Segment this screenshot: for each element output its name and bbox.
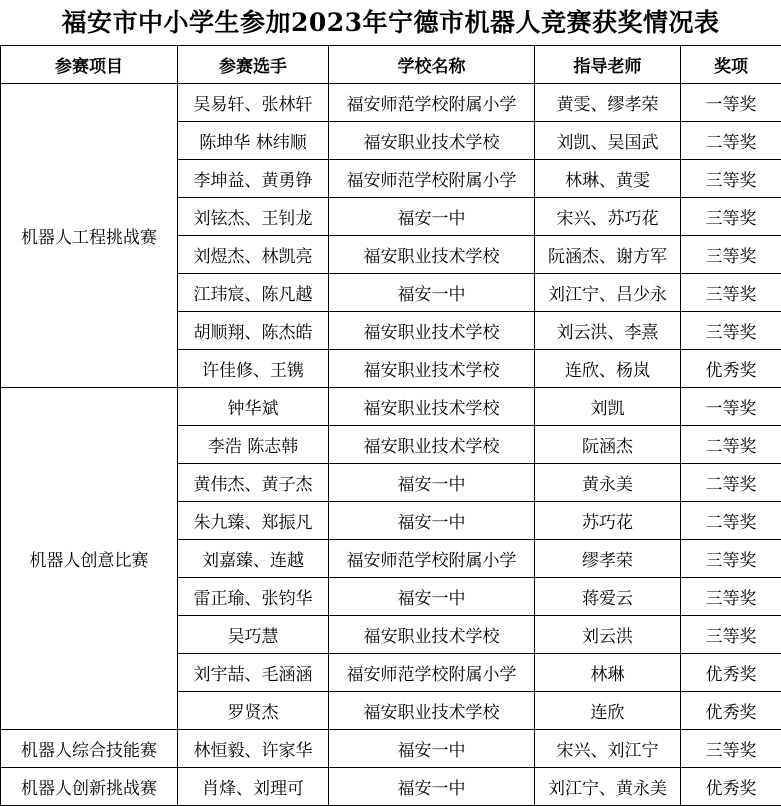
event-cell: 机器人创新挑战赛 bbox=[1, 768, 178, 806]
teacher-cell: 阮涵杰 bbox=[535, 426, 681, 464]
teacher-cell: 刘云洪、李熹 bbox=[535, 312, 681, 350]
school-cell: 福安一中 bbox=[329, 464, 535, 502]
school-cell: 福安职业技术学校 bbox=[329, 312, 535, 350]
header-award: 奖项 bbox=[681, 46, 781, 84]
teacher-cell: 阮涵杰、谢方军 bbox=[535, 236, 681, 274]
players-cell: 罗贤杰 bbox=[178, 692, 329, 730]
teacher-cell: 黄永美 bbox=[535, 464, 681, 502]
award-cell: 一等奖 bbox=[681, 84, 781, 122]
page-title: 福安市中小学生参加2023年宁德市机器人竞赛获奖情况表 bbox=[0, 0, 781, 45]
players-cell: 刘煜杰、林凯亮 bbox=[178, 236, 329, 274]
teacher-cell: 刘江宁、吕少永 bbox=[535, 274, 681, 312]
school-cell: 福安职业技术学校 bbox=[329, 692, 535, 730]
award-cell: 一等奖 bbox=[681, 388, 781, 426]
players-cell: 许佳修、王镌 bbox=[178, 350, 329, 388]
teacher-cell: 林琳 bbox=[535, 654, 681, 692]
event-cell: 机器人综合技能赛 bbox=[1, 730, 178, 768]
header-school: 学校名称 bbox=[329, 46, 535, 84]
award-cell: 三等奖 bbox=[681, 730, 781, 768]
award-cell: 优秀奖 bbox=[681, 768, 781, 806]
teacher-cell: 刘江宁、黄永美 bbox=[535, 768, 681, 806]
teacher-cell: 连欣、杨岚 bbox=[535, 350, 681, 388]
teacher-cell: 连欣 bbox=[535, 692, 681, 730]
header-teacher: 指导老师 bbox=[535, 46, 681, 84]
players-cell: 吴巧慧 bbox=[178, 616, 329, 654]
header-players: 参赛选手 bbox=[178, 46, 329, 84]
players-cell: 江玮宸、陈凡越 bbox=[178, 274, 329, 312]
table-body bbox=[1, 84, 781, 806]
award-cell: 二等奖 bbox=[681, 464, 781, 502]
award-cell: 三等奖 bbox=[681, 236, 781, 274]
table-row bbox=[1, 730, 781, 768]
teacher-cell: 缪孝荣 bbox=[535, 540, 681, 578]
school-cell: 福安职业技术学校 bbox=[329, 122, 535, 160]
players-cell: 刘铉杰、王钊龙 bbox=[178, 198, 329, 236]
teacher-cell: 宋兴、苏巧花 bbox=[535, 198, 681, 236]
table-row bbox=[1, 768, 781, 806]
award-cell: 三等奖 bbox=[681, 578, 781, 616]
school-cell: 福安职业技术学校 bbox=[329, 388, 535, 426]
school-cell: 福安一中 bbox=[329, 730, 535, 768]
school-cell: 福安职业技术学校 bbox=[329, 426, 535, 464]
players-cell: 刘嘉臻、连越 bbox=[178, 540, 329, 578]
award-cell: 二等奖 bbox=[681, 426, 781, 464]
table-row bbox=[1, 84, 781, 122]
school-cell: 福安职业技术学校 bbox=[329, 236, 535, 274]
award-cell: 二等奖 bbox=[681, 502, 781, 540]
players-cell: 林恒毅、许家华 bbox=[178, 730, 329, 768]
teacher-cell: 林琳、黄雯 bbox=[535, 160, 681, 198]
table-header-row bbox=[1, 46, 781, 84]
teacher-cell: 黄雯、缪孝荣 bbox=[535, 84, 681, 122]
school-cell: 福安师范学校附属小学 bbox=[329, 540, 535, 578]
school-cell: 福安一中 bbox=[329, 578, 535, 616]
school-cell: 福安职业技术学校 bbox=[329, 616, 535, 654]
players-cell: 陈坤华 林纬顺 bbox=[178, 122, 329, 160]
players-cell: 黄伟杰、黄子杰 bbox=[178, 464, 329, 502]
school-cell: 福安职业技术学校 bbox=[329, 350, 535, 388]
header-event: 参赛项目 bbox=[1, 46, 178, 84]
award-cell: 优秀奖 bbox=[681, 654, 781, 692]
teacher-cell: 刘凯 bbox=[535, 388, 681, 426]
school-cell: 福安一中 bbox=[329, 198, 535, 236]
players-cell: 钟华斌 bbox=[178, 388, 329, 426]
award-cell: 三等奖 bbox=[681, 198, 781, 236]
award-cell: 三等奖 bbox=[681, 274, 781, 312]
players-cell: 雷正瑜、张钧华 bbox=[178, 578, 329, 616]
school-cell: 福安一中 bbox=[329, 274, 535, 312]
award-cell: 二等奖 bbox=[681, 122, 781, 160]
event-cell: 机器人创意比赛 bbox=[1, 388, 178, 730]
teacher-cell: 宋兴、刘江宁 bbox=[535, 730, 681, 768]
award-cell: 优秀奖 bbox=[681, 692, 781, 730]
teacher-cell: 苏巧花 bbox=[535, 502, 681, 540]
teacher-cell: 蒋爱云 bbox=[535, 578, 681, 616]
award-cell: 三等奖 bbox=[681, 540, 781, 578]
players-cell: 刘宇喆、毛涵涵 bbox=[178, 654, 329, 692]
players-cell: 胡顺翔、陈杰皓 bbox=[178, 312, 329, 350]
school-cell: 福安师范学校附属小学 bbox=[329, 84, 535, 122]
awards-table bbox=[0, 45, 781, 806]
teacher-cell: 刘云洪 bbox=[535, 616, 681, 654]
school-cell: 福安一中 bbox=[329, 502, 535, 540]
players-cell: 李坤益、黄勇铮 bbox=[178, 160, 329, 198]
players-cell: 肖烽、刘理可 bbox=[178, 768, 329, 806]
table-row bbox=[1, 388, 781, 426]
school-cell: 福安师范学校附属小学 bbox=[329, 654, 535, 692]
players-cell: 李浩 陈志韩 bbox=[178, 426, 329, 464]
school-cell: 福安一中 bbox=[329, 768, 535, 806]
players-cell: 朱九臻、郑振凡 bbox=[178, 502, 329, 540]
award-cell: 三等奖 bbox=[681, 160, 781, 198]
teacher-cell: 刘凯、吴国武 bbox=[535, 122, 681, 160]
award-cell: 三等奖 bbox=[681, 616, 781, 654]
players-cell: 吴易轩、张林轩 bbox=[178, 84, 329, 122]
school-cell: 福安师范学校附属小学 bbox=[329, 160, 535, 198]
event-cell: 机器人工程挑战赛 bbox=[1, 84, 178, 388]
award-cell: 三等奖 bbox=[681, 312, 781, 350]
award-cell: 优秀奖 bbox=[681, 350, 781, 388]
